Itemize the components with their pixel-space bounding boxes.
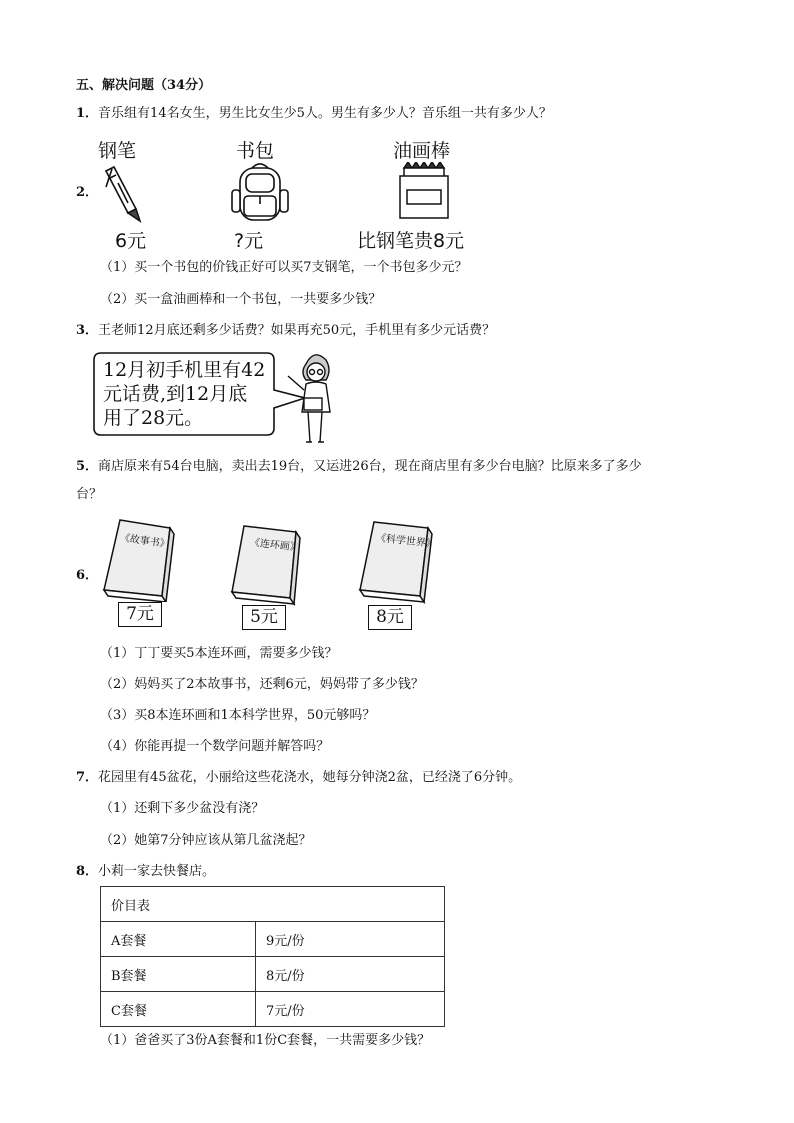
table-row [101, 922, 445, 957]
question-number: 2． [76, 185, 99, 200]
subquestion: （1）丁丁要买5本连环画，需要多少钱？ [100, 646, 338, 661]
subquestion: （1）还剩下多少盆没有浇？ [100, 801, 265, 816]
question-number: 5． [76, 459, 99, 474]
item-price-pen: 6元 [115, 230, 147, 252]
table-cell-price: 8元/份 [256, 957, 445, 992]
item-name-pen: 钢笔 [98, 140, 137, 162]
table-cell-price: 9元/份 [256, 922, 445, 957]
subquestion: （2）妈妈买了2本故事书，还剩6元，妈妈带了多少钱？ [100, 677, 424, 692]
book-price-tag: 7元 [118, 602, 162, 627]
book-title: 《科学世界》 [375, 532, 437, 551]
book-title: 《故事书》 [119, 532, 171, 551]
subquestion: （4）你能再提一个数学问题并解答吗？ [100, 739, 330, 754]
question-number: 3． [76, 323, 99, 338]
question-number: 8． [76, 864, 99, 879]
table-row [101, 992, 445, 1027]
question-1 [76, 104, 552, 124]
question-7 [76, 768, 521, 788]
table-header-row [101, 887, 445, 922]
table-cell-item: B套餐 [101, 957, 256, 992]
question-text: 小莉一家去快餐店。 [98, 864, 216, 879]
subquestion: （3）买8本连环画和1本科学世界，50元够吗？ [100, 708, 376, 723]
question-text-continued: 台？ [76, 487, 103, 502]
question-number: 6． [76, 568, 99, 583]
subquestion: （1）爸爸买了3份A套餐和1份C套餐，一共需要多少钱？ [100, 1033, 431, 1048]
question-8 [76, 862, 215, 882]
book-price-tag: 8元 [368, 605, 412, 630]
question-text: 花园里有45盆花，小丽给这些花浇水，她每分钟浇2盆，已经浇了6分钟。 [98, 770, 522, 785]
table-cell-item: C套餐 [101, 992, 256, 1027]
subquestion: （2）她第7分钟应该从第几盆浇起？ [100, 833, 312, 848]
price-table [100, 886, 445, 1027]
question-text: 音乐组有14名女生，男生比女生少5人。男生有多少人？音乐组一共有多少人？ [98, 106, 552, 121]
bubble-line: 12月初手机里有42 [103, 359, 266, 381]
crayon-box-icon [396, 162, 452, 224]
table-row [101, 957, 445, 992]
question-3 [76, 321, 495, 341]
pen-icon [100, 165, 150, 229]
item-name-backpack: 书包 [236, 140, 275, 162]
table-cell-price: 7元/份 [256, 992, 445, 1027]
item-price-crayons: 比钢笔贵8元 [357, 230, 465, 252]
section-title: 五、解决问题（34分） [76, 78, 212, 93]
table-header: 价目表 [101, 887, 445, 922]
table-cell-item: A套餐 [101, 922, 256, 957]
book-title: 《连环画》 [249, 537, 301, 554]
item-name-crayons: 油画棒 [393, 140, 451, 162]
question-number: 1． [76, 106, 99, 121]
question-text: 商店原来有54台电脑，卖出去19台，又运进26台，现在商店里有多少台电脑？比原来多了多少 [98, 459, 642, 474]
bubble-line: 用了28元。 [103, 407, 204, 429]
question-5 [76, 457, 642, 477]
backpack-icon [228, 160, 292, 228]
question-number: 7． [76, 770, 99, 785]
item-price-backpack: ?元 [234, 230, 264, 252]
question-text: 王老师12月底还剩多少话费？如果再充50元，手机里有多少元话费？ [98, 323, 496, 338]
subquestion: （1）买一个书包的价钱正好可以买7支钢笔，一个书包多少元？ [100, 260, 468, 275]
bubble-line: 元话费,到12月底 [103, 383, 248, 405]
subquestion: （2）买一盒油画棒和一个书包，一共要多少钱？ [100, 292, 382, 307]
book-price-tag: 5元 [242, 605, 286, 630]
teacher-icon [284, 350, 344, 452]
